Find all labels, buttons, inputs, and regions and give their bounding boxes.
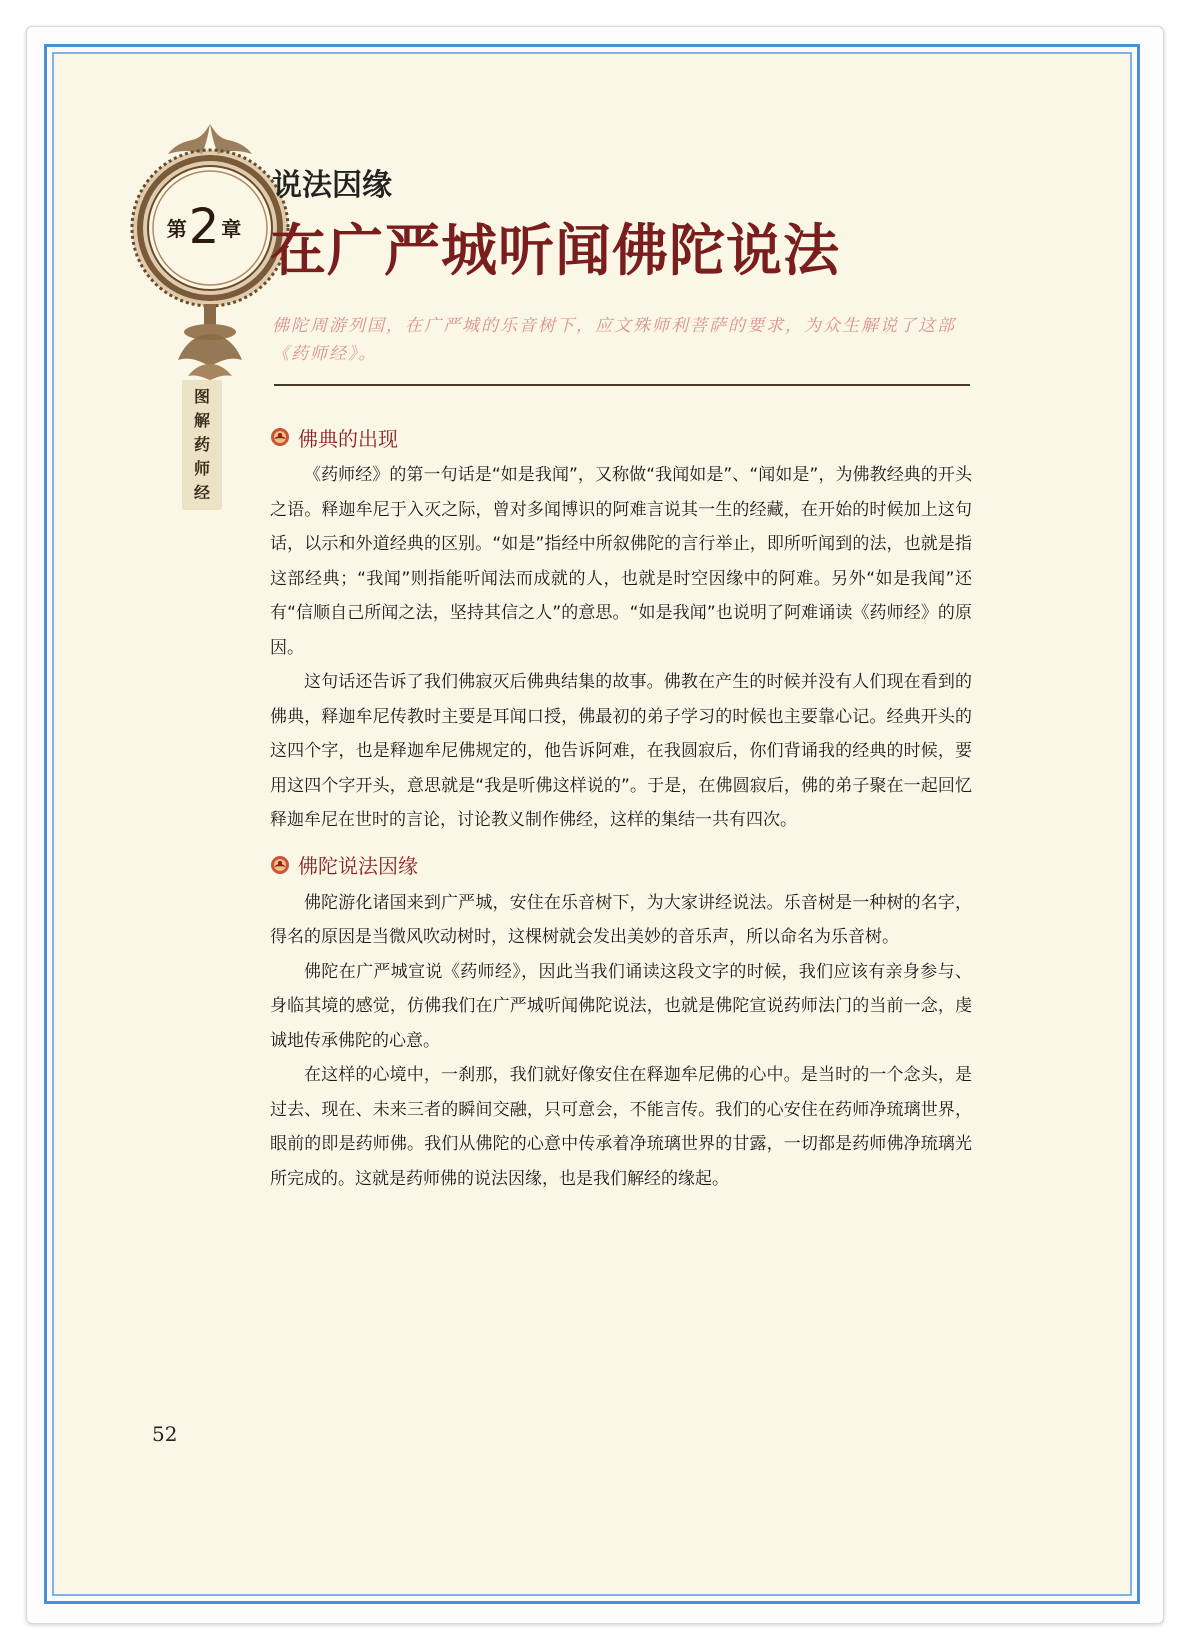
paragraph: 在这样的心境中，一刹那，我们就好像安住在释迦牟尼佛的心中。是当时的一个念头，是过去、现在、未来三者的瞬间交融，只可意会，不能言传。我们的心安住在药师净琉璃世界，眼前的即是药师佛。我们从佛陀的心意中传承着净琉璃世界的甘露，一切都是药师佛净琉璃光所完成的。这就是药师佛的说法因缘，也是我们解经的缘起。 — [270, 1065, 972, 1189]
header-divider — [274, 384, 970, 386]
section-heading-text: 佛典的出现 — [298, 426, 398, 451]
book-title-char: 药 — [193, 435, 210, 454]
main-content — [270, 420, 972, 1196]
book-title-char: 师 — [193, 459, 210, 478]
chapter-prefix: 第 — [166, 216, 187, 241]
paragraph: 这句话还告诉了我们佛寂灭后佛典结集的故事。佛教在产生的时候并没有人们现在看到的佛典，释迦牟尼传教时主要是耳闻口授，佛最初的弟子学习的时候也主要靠心记。经典开头的这四个字，也是释迦牟尼佛规定的，他告诉阿难，在我圆寂后，你们背诵我的经典的时候，要用这四个字开头，意思就是“我是听佛这样说的”。于是，在佛圆寂后，佛的弟子聚在一起回忆释迦牟尼在世时的言论，讨论教义制作佛经，这样的集结一共有四次。 — [270, 672, 972, 830]
book-title-char: 图 — [193, 387, 210, 406]
book-title-char: 解 — [193, 411, 210, 430]
paragraph: 佛陀在广严城宣说《药师经》，因此当我们诵读这段文字的时候，我们应该有亲身参与、身临其境的感觉，仿佛我们在广严城听闻佛陀说法，也就是佛陀宣说药师法门的当前一念，虔诚地传承佛陀的心意。 — [270, 961, 972, 1051]
section-heading — [270, 848, 972, 882]
page-number: 52 — [152, 1422, 178, 1446]
chapter-summary: 佛陀周游列国，在广严城的乐音树下，应文殊师利菩萨的要求，为众生解说了这部《药师经》。 — [272, 316, 956, 364]
lotus-medallion-icon — [270, 855, 290, 875]
chapter-label — [152, 197, 256, 257]
chapter-suffix: 章 — [221, 216, 242, 241]
section-heading-text: 佛陀说法因缘 — [298, 854, 418, 878]
chapter-subtitle: 说法因缘 — [272, 168, 392, 203]
paragraph: 佛陀游化诸国来到广严城，安住在乐音树下，为大家讲经说法。乐音树是一种树的名字，得名的原因是当微风吹动树时，这棵树就会发出美妙的音乐声，所以命名为乐音树。 — [270, 892, 972, 947]
book-title-tab — [182, 380, 222, 510]
section-heading — [270, 420, 972, 454]
lotus-medallion-icon — [270, 427, 290, 447]
book-title-char: 经 — [193, 483, 210, 502]
paragraph: 《药师经》的第一句话是“如是我闻”，又称做“我闻如是”、“闻如是”，为佛教经典的开头之语。释迦牟尼于入灭之际，曾对多闻博识的阿难言说其一生的经藏，在开始的时候加上这句话，以示和外道经典的区别。“如是”指经中所叙佛陀的言行举止，即所听闻到的法，也就是指这部经典；“我闻”则指能听闻法而成就的人，也就是时空因缘中的阿难。另外“如是我闻”还有“信顺自己所闻之法，坚持其信之人”的意思。“如是我闻”也说明了阿难诵读《药师经》的原因。 — [270, 465, 972, 658]
chapter-title: 在广严城听闻佛陀说法 — [270, 218, 840, 284]
chapter-number: 2 — [188, 199, 220, 255]
